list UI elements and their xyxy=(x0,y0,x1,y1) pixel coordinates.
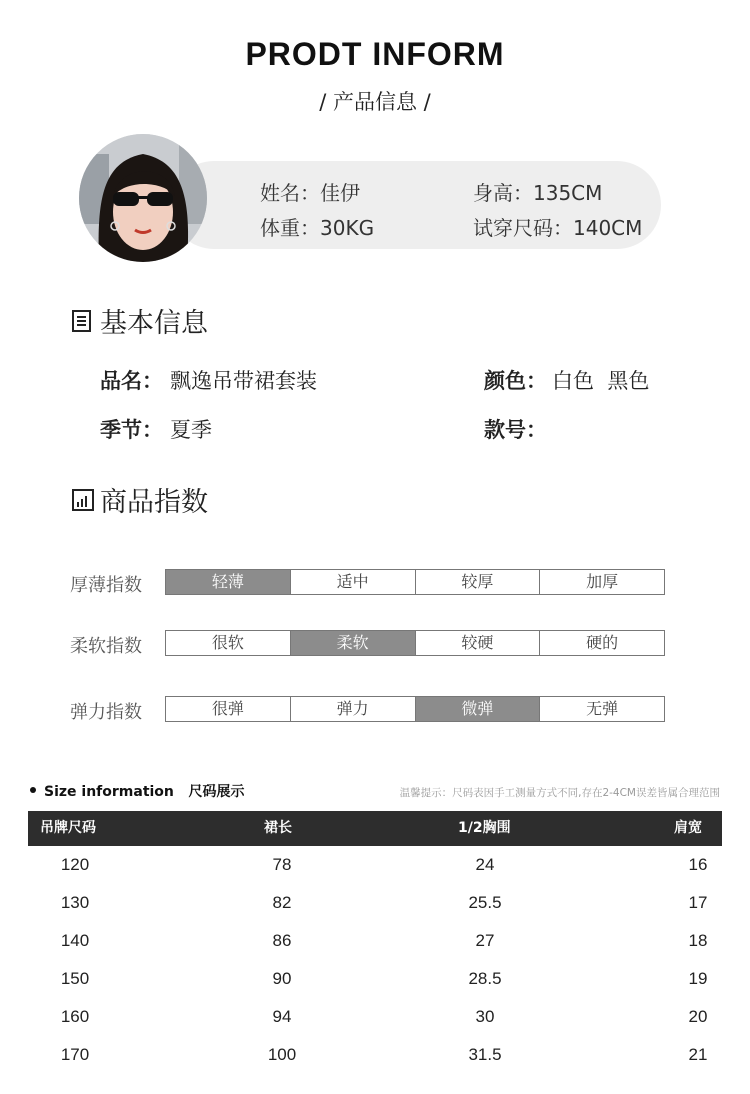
table-cell: 21 xyxy=(688,1045,708,1064)
basic-info-title: 基本信息 xyxy=(100,308,208,339)
thickness-scale xyxy=(165,569,665,595)
scale-option: 弹力 xyxy=(291,697,416,721)
model-avatar xyxy=(79,134,207,262)
table-cell: 130 xyxy=(60,893,90,912)
scale-option: 很软 xyxy=(166,631,291,655)
column-header: 裙长 xyxy=(264,820,292,836)
page-subtitle: / 产品信息 / xyxy=(319,90,431,114)
softness-index-label: 柔软指数 xyxy=(70,636,142,657)
index-title: 商品指数 xyxy=(100,487,208,518)
table-row xyxy=(28,922,722,960)
table-cell: 140 xyxy=(60,931,90,950)
table-cell: 86 xyxy=(272,931,292,950)
table-row xyxy=(28,884,722,922)
scale-option: 较厚 xyxy=(416,570,541,594)
table-cell: 94 xyxy=(272,1007,292,1026)
scale-option: 无弹 xyxy=(586,699,619,718)
table-cell: 170 xyxy=(60,1045,90,1064)
style-number-label: 款号： xyxy=(484,418,547,442)
elasticity-scale xyxy=(165,696,665,722)
scale-option: 适中 xyxy=(291,570,416,594)
table-row xyxy=(28,960,722,998)
size-info-heading: Size information 尺码展示 xyxy=(44,784,245,800)
table-cell: 120 xyxy=(60,855,90,874)
scale-option: 轻薄 xyxy=(166,570,291,594)
table-cell: 30 xyxy=(475,1007,495,1026)
scale-option: 微弹 xyxy=(416,697,541,721)
table-cell: 160 xyxy=(60,1007,90,1026)
table-cell: 27 xyxy=(475,931,495,950)
table-cell: 18 xyxy=(688,931,708,950)
column-header: 肩宽 xyxy=(674,820,702,836)
bullet-icon xyxy=(30,787,36,793)
product-name-value: 飘逸吊带裙套装 xyxy=(170,369,317,393)
model-weight: 体重：30KG xyxy=(260,216,375,240)
table-cell: 31.5 xyxy=(468,1045,502,1064)
document-icon xyxy=(72,310,92,332)
elasticity-index-label: 弹力指数 xyxy=(70,702,142,723)
table-cell: 150 xyxy=(60,969,90,988)
scale-option: 很弹 xyxy=(166,697,291,721)
season-value: 夏季 xyxy=(170,418,212,442)
color-value: 白色 黑色 xyxy=(552,369,650,393)
bar-chart-icon xyxy=(72,489,92,511)
season-label: 季节： xyxy=(100,418,163,442)
table-cell: 20 xyxy=(688,1007,708,1026)
product-name-label: 品名： xyxy=(100,369,163,393)
table-cell: 17 xyxy=(688,893,708,912)
table-cell: 25.5 xyxy=(468,893,502,912)
model-height: 身高：135CM xyxy=(473,181,603,205)
table-cell: 28.5 xyxy=(468,969,502,988)
table-cell: 16 xyxy=(688,855,708,874)
softness-scale xyxy=(165,630,665,656)
scale-option: 柔软 xyxy=(291,631,416,655)
column-header: 1/2胸围 xyxy=(458,820,511,836)
scale-option: 较硬 xyxy=(416,631,541,655)
model-name: 姓名：佳伊 xyxy=(260,181,360,205)
page-title: PRODT INFORM xyxy=(245,36,505,72)
column-header: 吊牌尺码 xyxy=(40,820,96,836)
size-table-header xyxy=(28,811,722,846)
table-row xyxy=(28,1036,722,1074)
color-label: 颜色： xyxy=(484,369,547,393)
thickness-index-label: 厚薄指数 xyxy=(70,575,142,596)
table-row xyxy=(28,846,722,884)
table-row xyxy=(28,998,722,1036)
scale-option: 加厚 xyxy=(586,572,619,591)
table-cell: 19 xyxy=(688,969,708,988)
scale-option: 硬的 xyxy=(586,633,619,652)
table-cell: 100 xyxy=(267,1045,297,1064)
table-cell: 90 xyxy=(272,969,292,988)
table-cell: 82 xyxy=(272,893,292,912)
model-try-size: 试穿尺码：140CM xyxy=(473,216,643,240)
table-cell: 78 xyxy=(272,855,292,874)
table-cell: 24 xyxy=(475,855,495,874)
size-note: 温馨提示：尺码表因手工测量方式不同,存在2-4CM误差皆属合理范围 xyxy=(399,787,720,799)
